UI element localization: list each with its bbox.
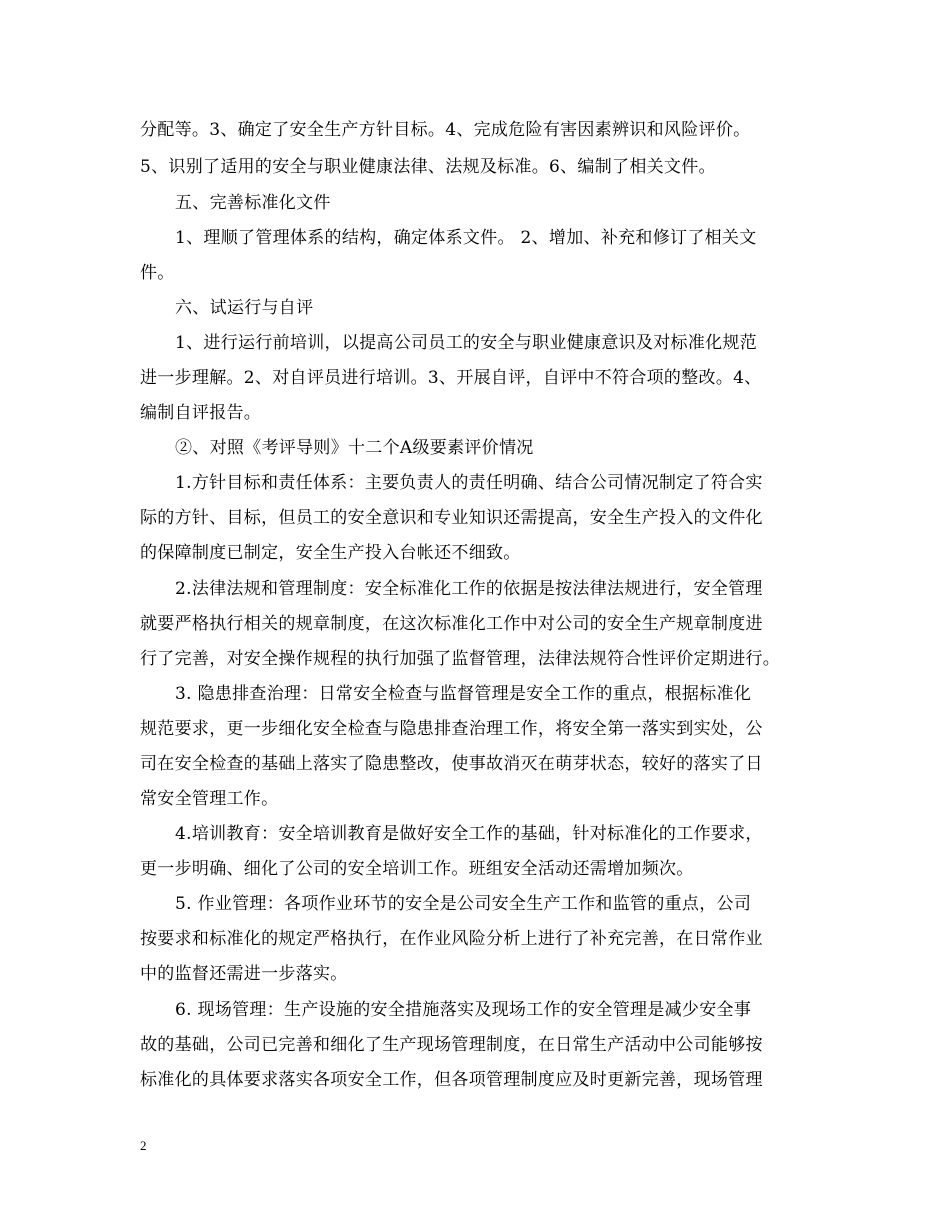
text-line: 件。 <box>140 263 175 283</box>
text-line: 5. 作业管理：各项作业环节的安全是公司安全生产工作和监管的重点，公司 <box>175 894 752 914</box>
text-line: 5、识别了适用的安全与职业健康法律、法规及标准。6、编制了相关文件。 <box>140 157 716 177</box>
text-line: 的保障制度已制定，安全生产投入台帐还不细致。 <box>140 543 521 563</box>
text-line: 分配等。3、确定了安全生产方针目标。4、完成危险有害因素辨识和风险评价。 <box>140 120 751 140</box>
text-line: 行了完善，对安全操作规程的执行加强了监督管理，法律法规符合性评价定期进行。 <box>140 649 781 669</box>
text-line: 中的监督还需进一步落实。 <box>140 964 348 984</box>
text-line: 6. 现场管理：生产设施的安全措施落实及现场工作的安全管理是减少安全事 <box>175 1000 752 1020</box>
text-line: 司在安全检查的基础上落实了隐患整改，使事故消灭在萌芽状态，较好的落实了日 <box>140 754 763 774</box>
section-heading: ②、对照《考评导则》十二个A级要素评价情况 <box>175 438 534 458</box>
text-line: 编制自评报告。 <box>140 403 262 423</box>
text-line: 按要求和标准化的规定严格执行，在作业风险分析上进行了补充完善，在日常作业 <box>140 929 763 949</box>
text-line: 常安全管理工作。 <box>140 789 279 809</box>
text-line: 4.培训教育：安全培训教育是做好安全工作的基础，针对标准化的工作要求， <box>175 824 763 844</box>
text-line: 2.法律法规和管理制度：安全标准化工作的依据是按法律法规进行，安全管理 <box>175 579 763 599</box>
text-line: 1、理顺了管理体系的结构，确定体系文件。 2、增加、补充和修订了相关文 <box>175 228 757 248</box>
text-line: 进一步理解。2、对自评员进行培训。3、开展自评，自评中不符合项的整改。4、 <box>140 368 762 388</box>
text-line: 规范要求，更一步细化安全检查与隐患排查治理工作，将安全第一落实到实处，公 <box>140 719 763 739</box>
text-line: 就要严格执行相关的规章制度，在这次标准化工作中对公司的安全生产规章制度进 <box>140 614 763 634</box>
text-line: 际的方针、目标，但员工的安全意识和专业知识还需提高，安全生产投入的文件化 <box>140 508 763 528</box>
text-line: 标准化的具体要求落实各项安全工作，但各项管理制度应及时更新完善，现场管理 <box>140 1070 763 1090</box>
page-number: 2 <box>140 1138 147 1153</box>
text-line: 3. 隐患排查治理：日常安全检查与监督管理是安全工作的重点，根据标准化 <box>175 684 752 704</box>
text-line: 更一步明确、细化了公司的安全培训工作。班组安全活动还需增加频次。 <box>140 859 694 879</box>
section-heading: 六、试运行与自评 <box>175 298 314 318</box>
text-line: 故的基础，公司已完善和细化了生产现场管理制度，在日常生产活动中公司能够按 <box>140 1035 763 1055</box>
text-line: 1.方针目标和责任体系：主要负责人的责任明确、结合公司情况制定了符合实 <box>175 473 763 493</box>
text-line: 1、进行运行前培训，以提高公司员工的安全与职业健康意识及对标准化规范 <box>175 333 758 353</box>
section-heading: 五、完善标准化文件 <box>175 193 331 213</box>
